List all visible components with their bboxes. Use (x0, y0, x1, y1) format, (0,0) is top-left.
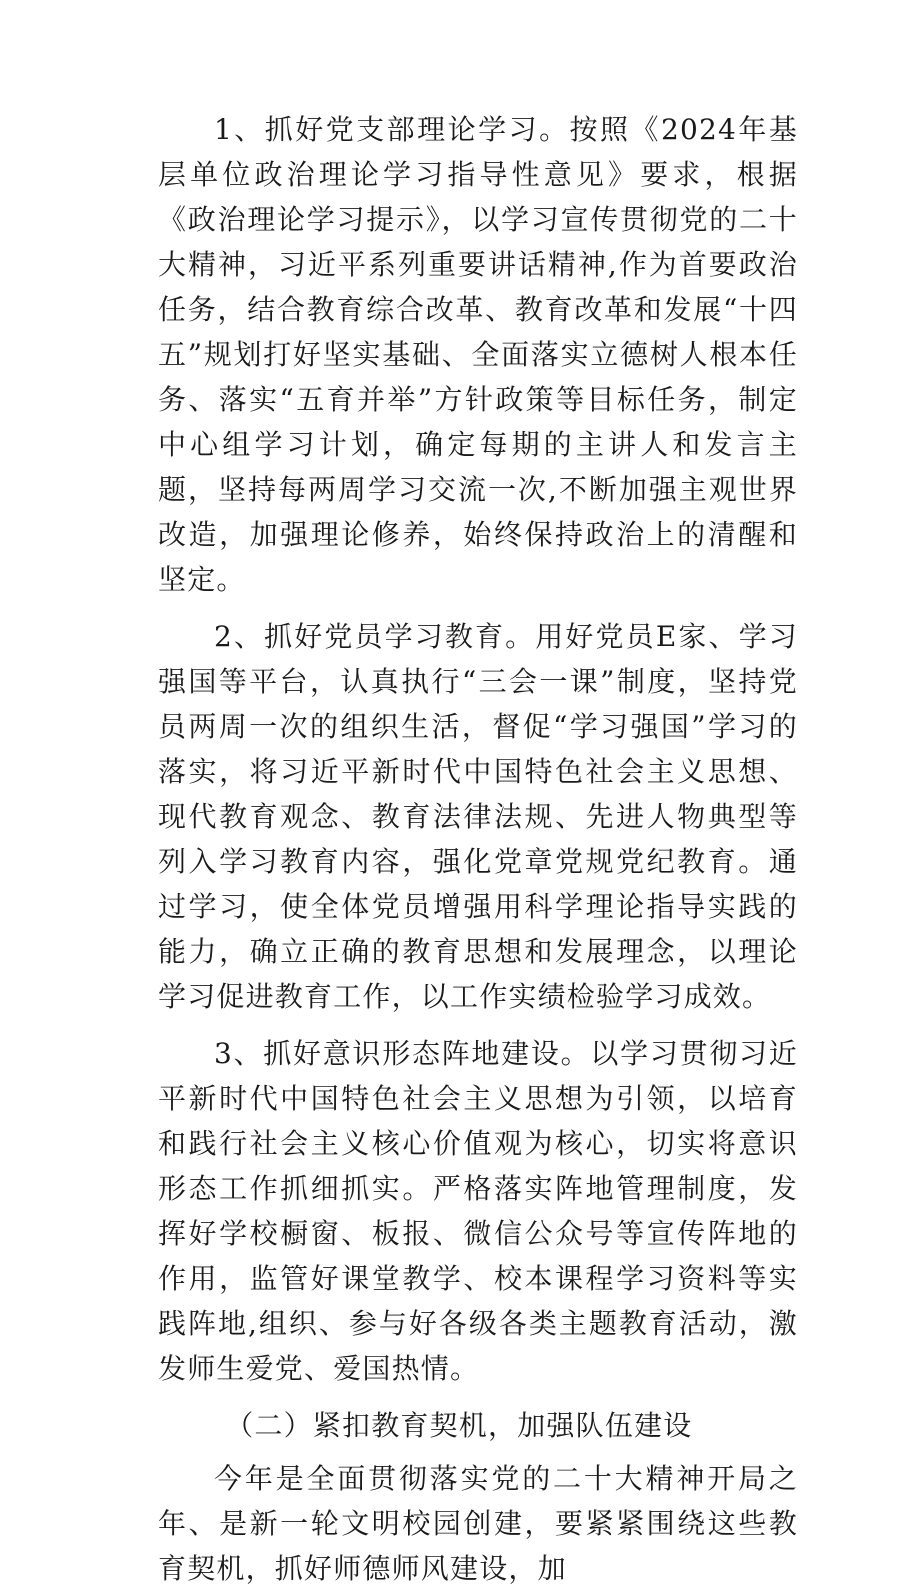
document-body (158, 107, 798, 1591)
paragraph-ideology-position-building: 3、抓好意识形态阵地建设。以学习贯彻习近平新时代中国特色社会主义思想为引领，以培育和践行社会主义核心价值观为核心，切实将意识形态工作抓细抓实。严格落实阵地管理制度，发挥好学校橱窗、板报、微信公众号等宣传阵地的作用，监管好课堂教学、校本课程学习资料等实践阵地,组织、参与好各级各类主题教育活动，激发师生爱党、爱国热情。 (158, 1037, 798, 1385)
paragraph-party-branch-theory-study: 1、抓好党支部理论学习。按照《2024年基层单位政治理论学习指导性意见》要求，根据《政治理论学习提示》，以学习宣传贯彻党的二十大精神，习近平系列重要讲话精神,作为首要政治任务，结合教育综合改革、教育改革和发展“十四五”规划打好坚实基础、全面落实立德树人根本任务、落实“五育并举”方针政策等目标任务，制定中心组学习计划，确定每期的主讲人和发言主题，坚持每两周学习交流一次,不断加强主观世界改造，加强理论修养，始终保持政治上的清醒和坚定。 (158, 113, 799, 596)
section-heading: （二）紧扣教育契机，加强队伍建设 (225, 1409, 693, 1442)
paragraph-education-opportunity: 今年是全面贯彻落实党的二十大精神开局之年、是新一轮文明校园创建，要紧紧围绕这些教育契机，抓好师德师风建设，加 (158, 1462, 798, 1585)
paragraph-party-member-education: 2、抓好党员学习教育。用好党员E家、学习强国等平台，认真执行“三会一课”制度，坚持党员两周一次的组织生活，督促“学习强国”学习的落实，将习近平新时代中国特色社会主义思想、现代教育观念、教育法律法规、先进人物典型等列入学习教育内容，强化党章党规党纪教育。通过学习，使全体党员增强用科学理论指导实践的能力，确立正确的教育思想和发展理念，以理论学习促进教育工作，以工作实绩检验学习成效。 (158, 620, 799, 1013)
